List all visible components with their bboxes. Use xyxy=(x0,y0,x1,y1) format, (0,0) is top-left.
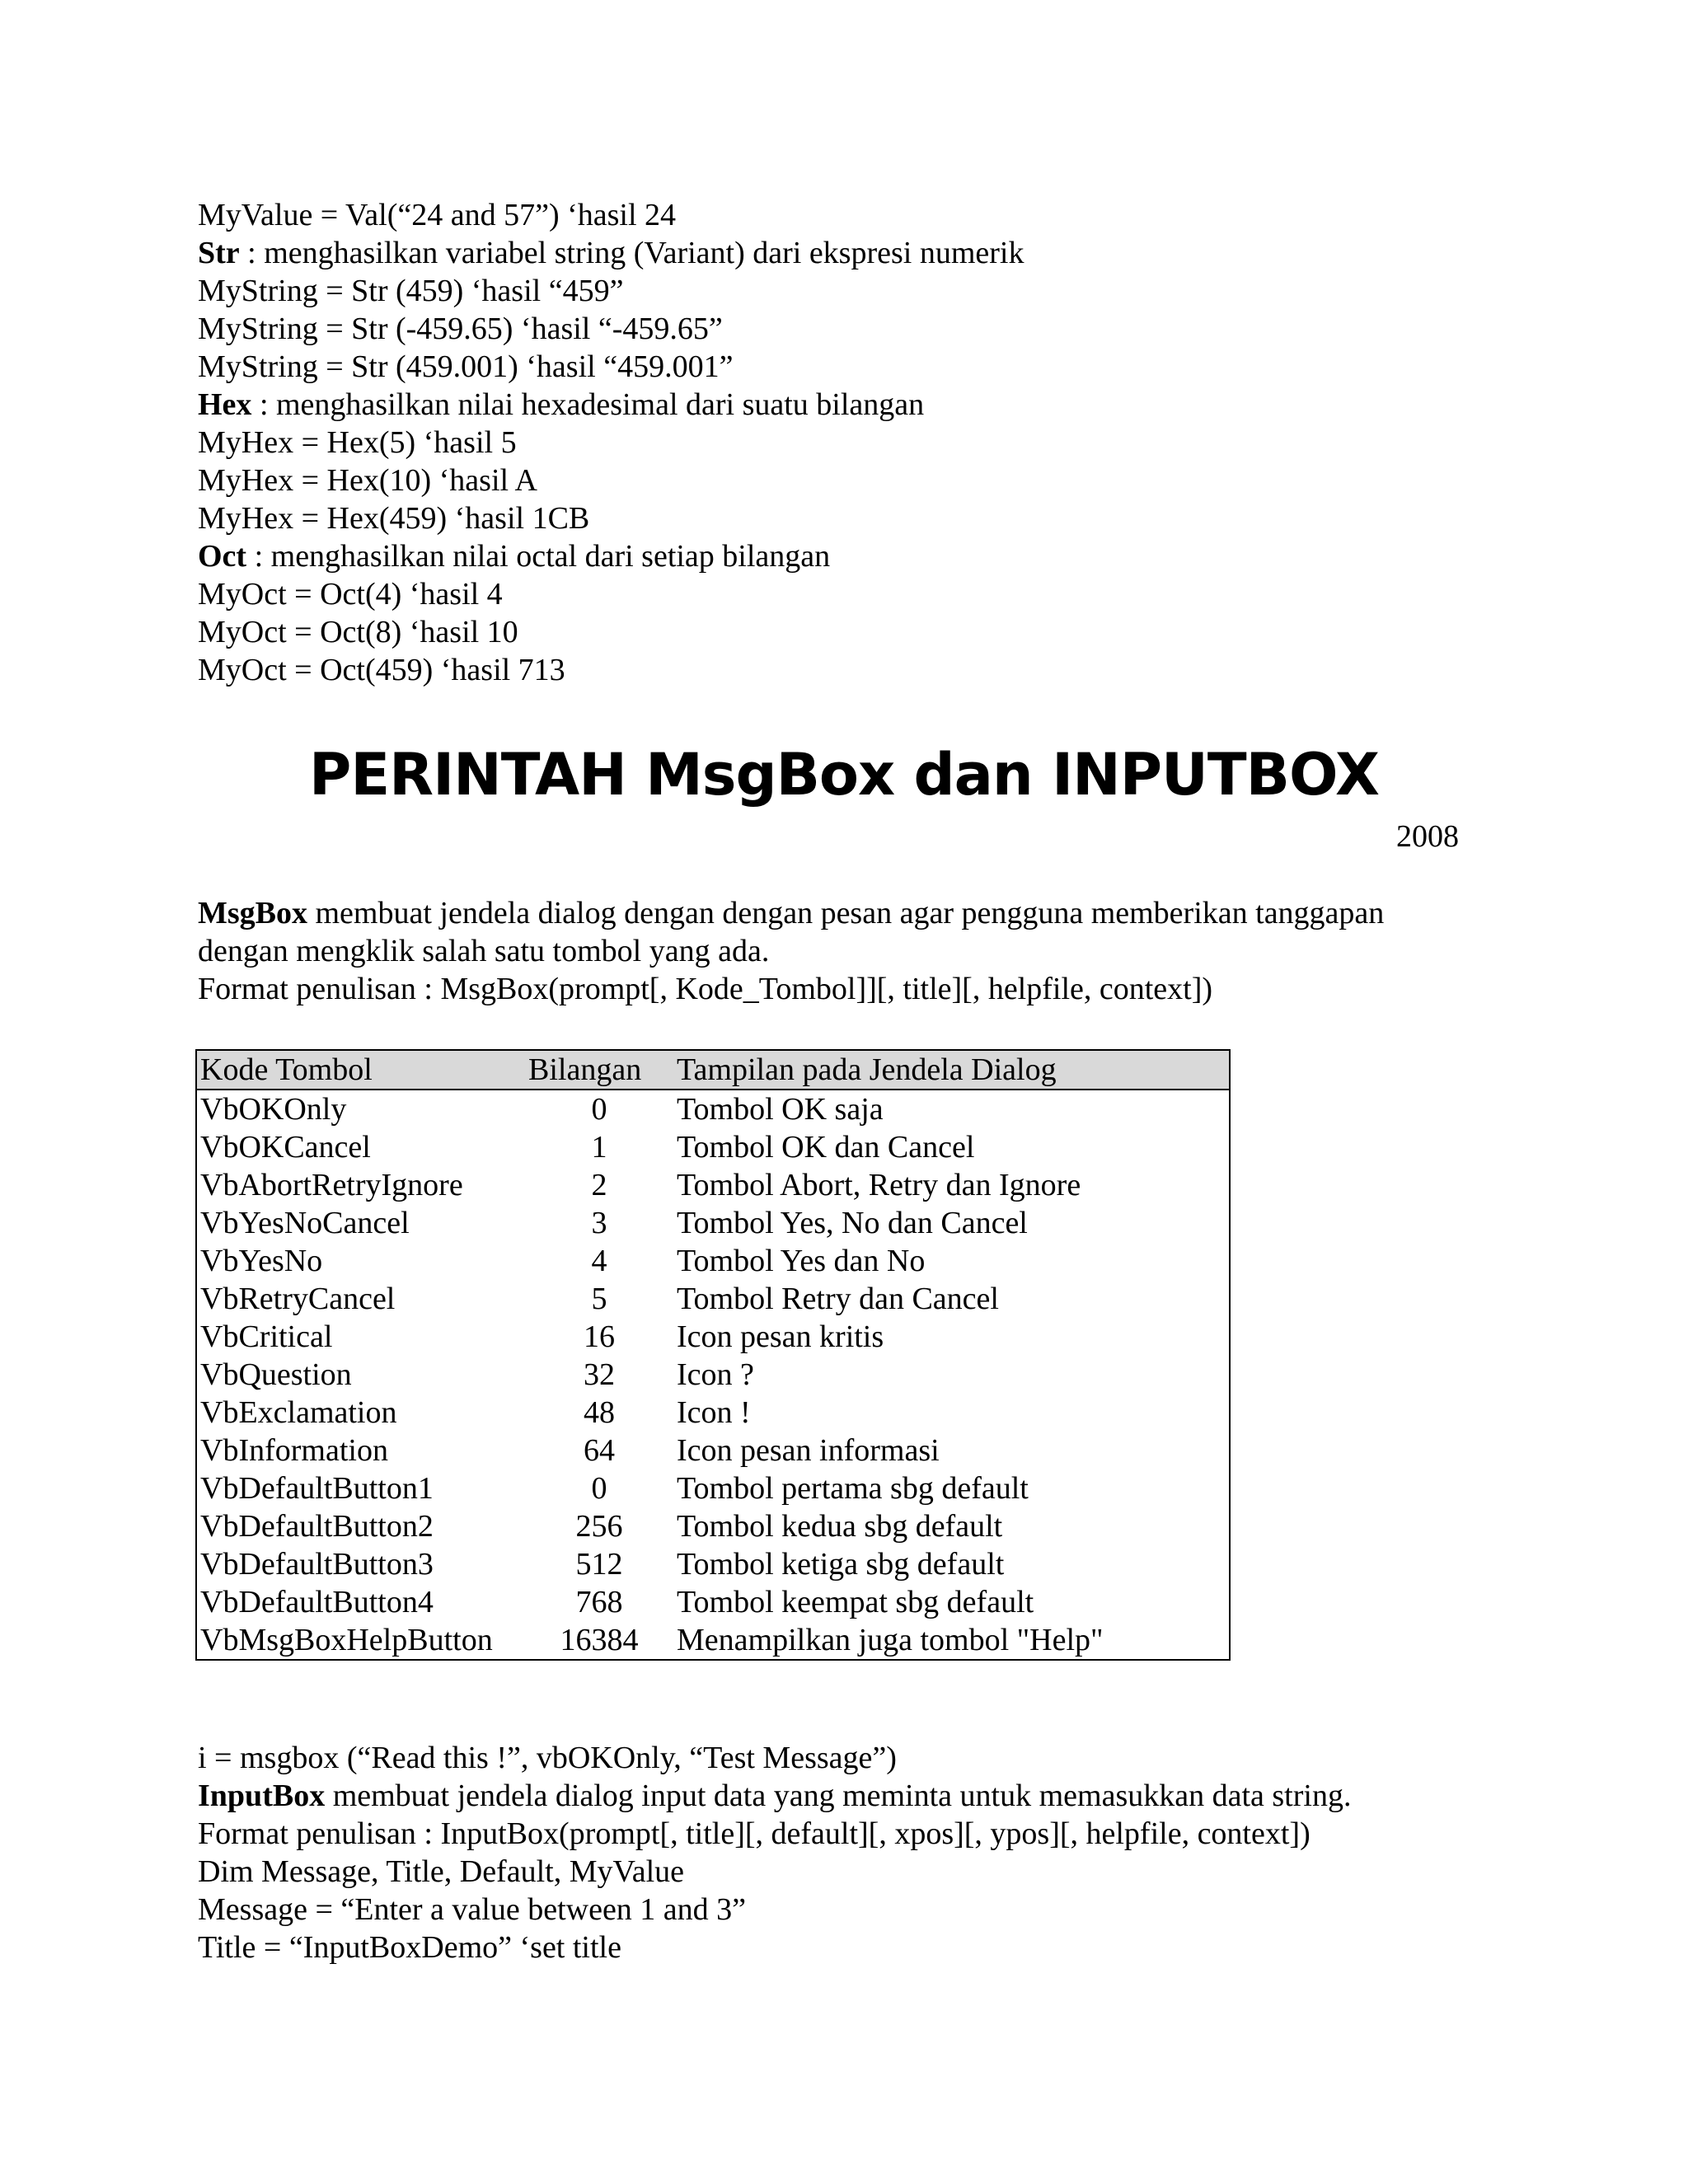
table-row xyxy=(196,1280,1230,1318)
cell-kode-tombol: VbCritical xyxy=(200,1319,333,1354)
inputbox-format: Format penulisan : InputBox(prompt[, title][, default][, xpos][, ypos][, helpfile, context]) xyxy=(198,1816,1311,1851)
table-row xyxy=(196,1621,1230,1660)
cell-kode-tombol: VbMsgBoxHelpButton xyxy=(200,1623,493,1657)
cell-tampilan: Icon ! xyxy=(677,1395,751,1430)
table-row xyxy=(196,1583,1230,1621)
cell-tampilan: Tombol OK saja xyxy=(677,1092,884,1127)
msgbox-term: MsgBox xyxy=(198,896,307,930)
cell-tampilan: Menampilkan juga tombol "Help" xyxy=(677,1623,1104,1657)
hex-definition xyxy=(198,386,1517,424)
table-row xyxy=(196,1356,1230,1394)
cell-tampilan: Icon pesan kritis xyxy=(677,1319,884,1354)
cell-bilangan: 5 xyxy=(591,1282,607,1316)
inputbox-description: membuat jendela dialog input data yang meminta untuk memasukkan data string. xyxy=(325,1779,1352,1813)
cell-tampilan: Tombol Yes dan No xyxy=(677,1244,926,1278)
cell-kode-tombol: VbYesNo xyxy=(200,1244,323,1278)
cell-bilangan: 32 xyxy=(584,1357,615,1392)
header-kode-tombol: Kode Tombol xyxy=(196,1050,528,1090)
cell-bilangan: 0 xyxy=(591,1471,607,1506)
cell-kode-tombol: VbExclamation xyxy=(200,1395,397,1430)
msgbox-example: i = msgbox (“Read this !”, vbOKOnly, “Test Message”) xyxy=(198,1741,897,1775)
cell-tampilan: Tombol OK dan Cancel xyxy=(677,1130,975,1165)
cell-bilangan: 2 xyxy=(591,1168,607,1202)
section-title: PERINTAH MsgBox dan INPUTBOX xyxy=(309,741,1379,808)
cell-bilangan: 48 xyxy=(584,1395,615,1430)
table-row xyxy=(196,1166,1230,1204)
msgbox-description-line-1 xyxy=(198,894,1517,932)
msgbox-format: Format penulisan : MsgBox(prompt[, Kode_Tombol]][, title][, helpfile, context]) xyxy=(198,972,1213,1006)
conversion-functions-block xyxy=(198,196,1517,689)
hex-example-3: MyHex = Hex(459) ‘hasil 1CB xyxy=(198,501,590,536)
msgbox-description-line-2: dengan mengklik salah satu tombol yang ada. xyxy=(198,934,770,968)
inputbox-definition xyxy=(198,1777,1517,1815)
hex-description: : menghasilkan nilai hexadesimal dari suatu bilangan xyxy=(251,387,925,422)
str-example-3: MyString = Str (459.001) ‘hasil “459.001” xyxy=(198,349,734,384)
code-line-dim: Dim Message, Title, Default, MyValue xyxy=(198,1854,685,1889)
table-row xyxy=(196,1318,1230,1356)
hex-example-1: MyHex = Hex(5) ‘hasil 5 xyxy=(198,425,517,460)
hex-term: Hex xyxy=(198,387,252,422)
cell-kode-tombol: VbInformation xyxy=(200,1433,388,1468)
oct-description: : menghasilkan nilai octal dari setiap bilangan xyxy=(246,539,831,574)
str-description: : menghasilkan variabel string (Variant) dari ekspresi numerik xyxy=(239,236,1025,270)
cell-bilangan: 512 xyxy=(575,1547,623,1582)
cell-bilangan: 1 xyxy=(591,1130,607,1165)
msgbox-intro xyxy=(198,894,1517,1008)
table-row xyxy=(196,1545,1230,1583)
table-row xyxy=(196,1432,1230,1469)
oct-example-2: MyOct = Oct(8) ‘hasil 10 xyxy=(198,615,518,649)
header-bilangan: Bilangan xyxy=(528,1050,670,1090)
table-header-row xyxy=(196,1050,1230,1090)
cell-kode-tombol: VbDefaultButton1 xyxy=(200,1471,434,1506)
cell-kode-tombol: VbOKOnly xyxy=(200,1092,347,1127)
str-definition xyxy=(198,234,1517,272)
str-example-1: MyString = Str (459) ‘hasil “459” xyxy=(198,274,624,308)
cell-bilangan: 3 xyxy=(591,1206,607,1240)
cell-kode-tombol: VbYesNoCancel xyxy=(200,1206,410,1240)
msgbox-description: membuat jendela dialog dengan dengan pesan agar pengguna memberikan tanggapan xyxy=(307,896,1385,930)
oct-term: Oct xyxy=(198,539,247,574)
cell-kode-tombol: VbDefaultButton2 xyxy=(200,1509,434,1544)
str-term: Str xyxy=(198,236,240,270)
str-example-2: MyString = Str (-459.65) ‘hasil “-459.65” xyxy=(198,312,723,346)
table-row xyxy=(196,1507,1230,1545)
cell-tampilan: Tombol ketiga sbg default xyxy=(677,1547,1005,1582)
code-line-message: Message = “Enter a value between 1 and 3” xyxy=(198,1892,747,1927)
table-row xyxy=(196,1242,1230,1280)
table-row xyxy=(196,1128,1230,1166)
header-tampilan: Tampilan pada Jendela Dialog xyxy=(670,1050,1230,1090)
cell-bilangan: 64 xyxy=(584,1433,615,1468)
cell-kode-tombol: VbRetryCancel xyxy=(200,1282,396,1316)
table-row xyxy=(196,1394,1230,1432)
oct-example-1: MyOct = Oct(4) ‘hasil 4 xyxy=(198,577,503,612)
cell-tampilan: Tombol keempat sbg default xyxy=(677,1585,1034,1619)
cell-bilangan: 16384 xyxy=(560,1623,639,1657)
cell-bilangan: 0 xyxy=(591,1092,607,1127)
cell-bilangan: 768 xyxy=(575,1585,623,1619)
oct-example-3: MyOct = Oct(459) ‘hasil 713 xyxy=(198,653,565,687)
table-row xyxy=(196,1469,1230,1507)
oct-definition xyxy=(198,537,1517,575)
cell-kode-tombol: VbQuestion xyxy=(200,1357,352,1392)
cell-bilangan: 16 xyxy=(584,1319,615,1354)
cell-kode-tombol: VbDefaultButton4 xyxy=(200,1585,434,1619)
inputbox-block xyxy=(198,1739,1517,1966)
cell-tampilan: Icon ? xyxy=(677,1357,754,1392)
val-example: MyValue = Val(“24 and 57”) ‘hasil 24 xyxy=(198,198,677,232)
table-row xyxy=(196,1204,1230,1242)
cell-tampilan: Tombol Retry dan Cancel xyxy=(677,1282,999,1316)
cell-kode-tombol: VbAbortRetryIgnore xyxy=(200,1168,463,1202)
button-code-table xyxy=(195,1049,1231,1661)
cell-tampilan: Tombol pertama sbg default xyxy=(677,1471,1029,1506)
inputbox-term: InputBox xyxy=(198,1779,326,1813)
cell-bilangan: 4 xyxy=(591,1244,607,1278)
code-line-title: Title = “InputBoxDemo” ‘set title xyxy=(198,1930,621,1965)
cell-tampilan: Tombol Yes, No dan Cancel xyxy=(677,1206,1028,1240)
cell-tampilan: Icon pesan informasi xyxy=(677,1433,940,1468)
cell-kode-tombol: VbDefaultButton3 xyxy=(200,1547,434,1582)
table-row xyxy=(196,1090,1230,1128)
table-body xyxy=(196,1090,1230,1660)
cell-tampilan: Tombol Abort, Retry dan Ignore xyxy=(677,1168,1081,1202)
section-year: 2008 xyxy=(1396,819,1459,854)
cell-kode-tombol: VbOKCancel xyxy=(200,1130,371,1165)
cell-tampilan: Tombol kedua sbg default xyxy=(677,1509,1003,1544)
cell-bilangan: 256 xyxy=(575,1509,623,1544)
hex-example-2: MyHex = Hex(10) ‘hasil A xyxy=(198,463,537,498)
